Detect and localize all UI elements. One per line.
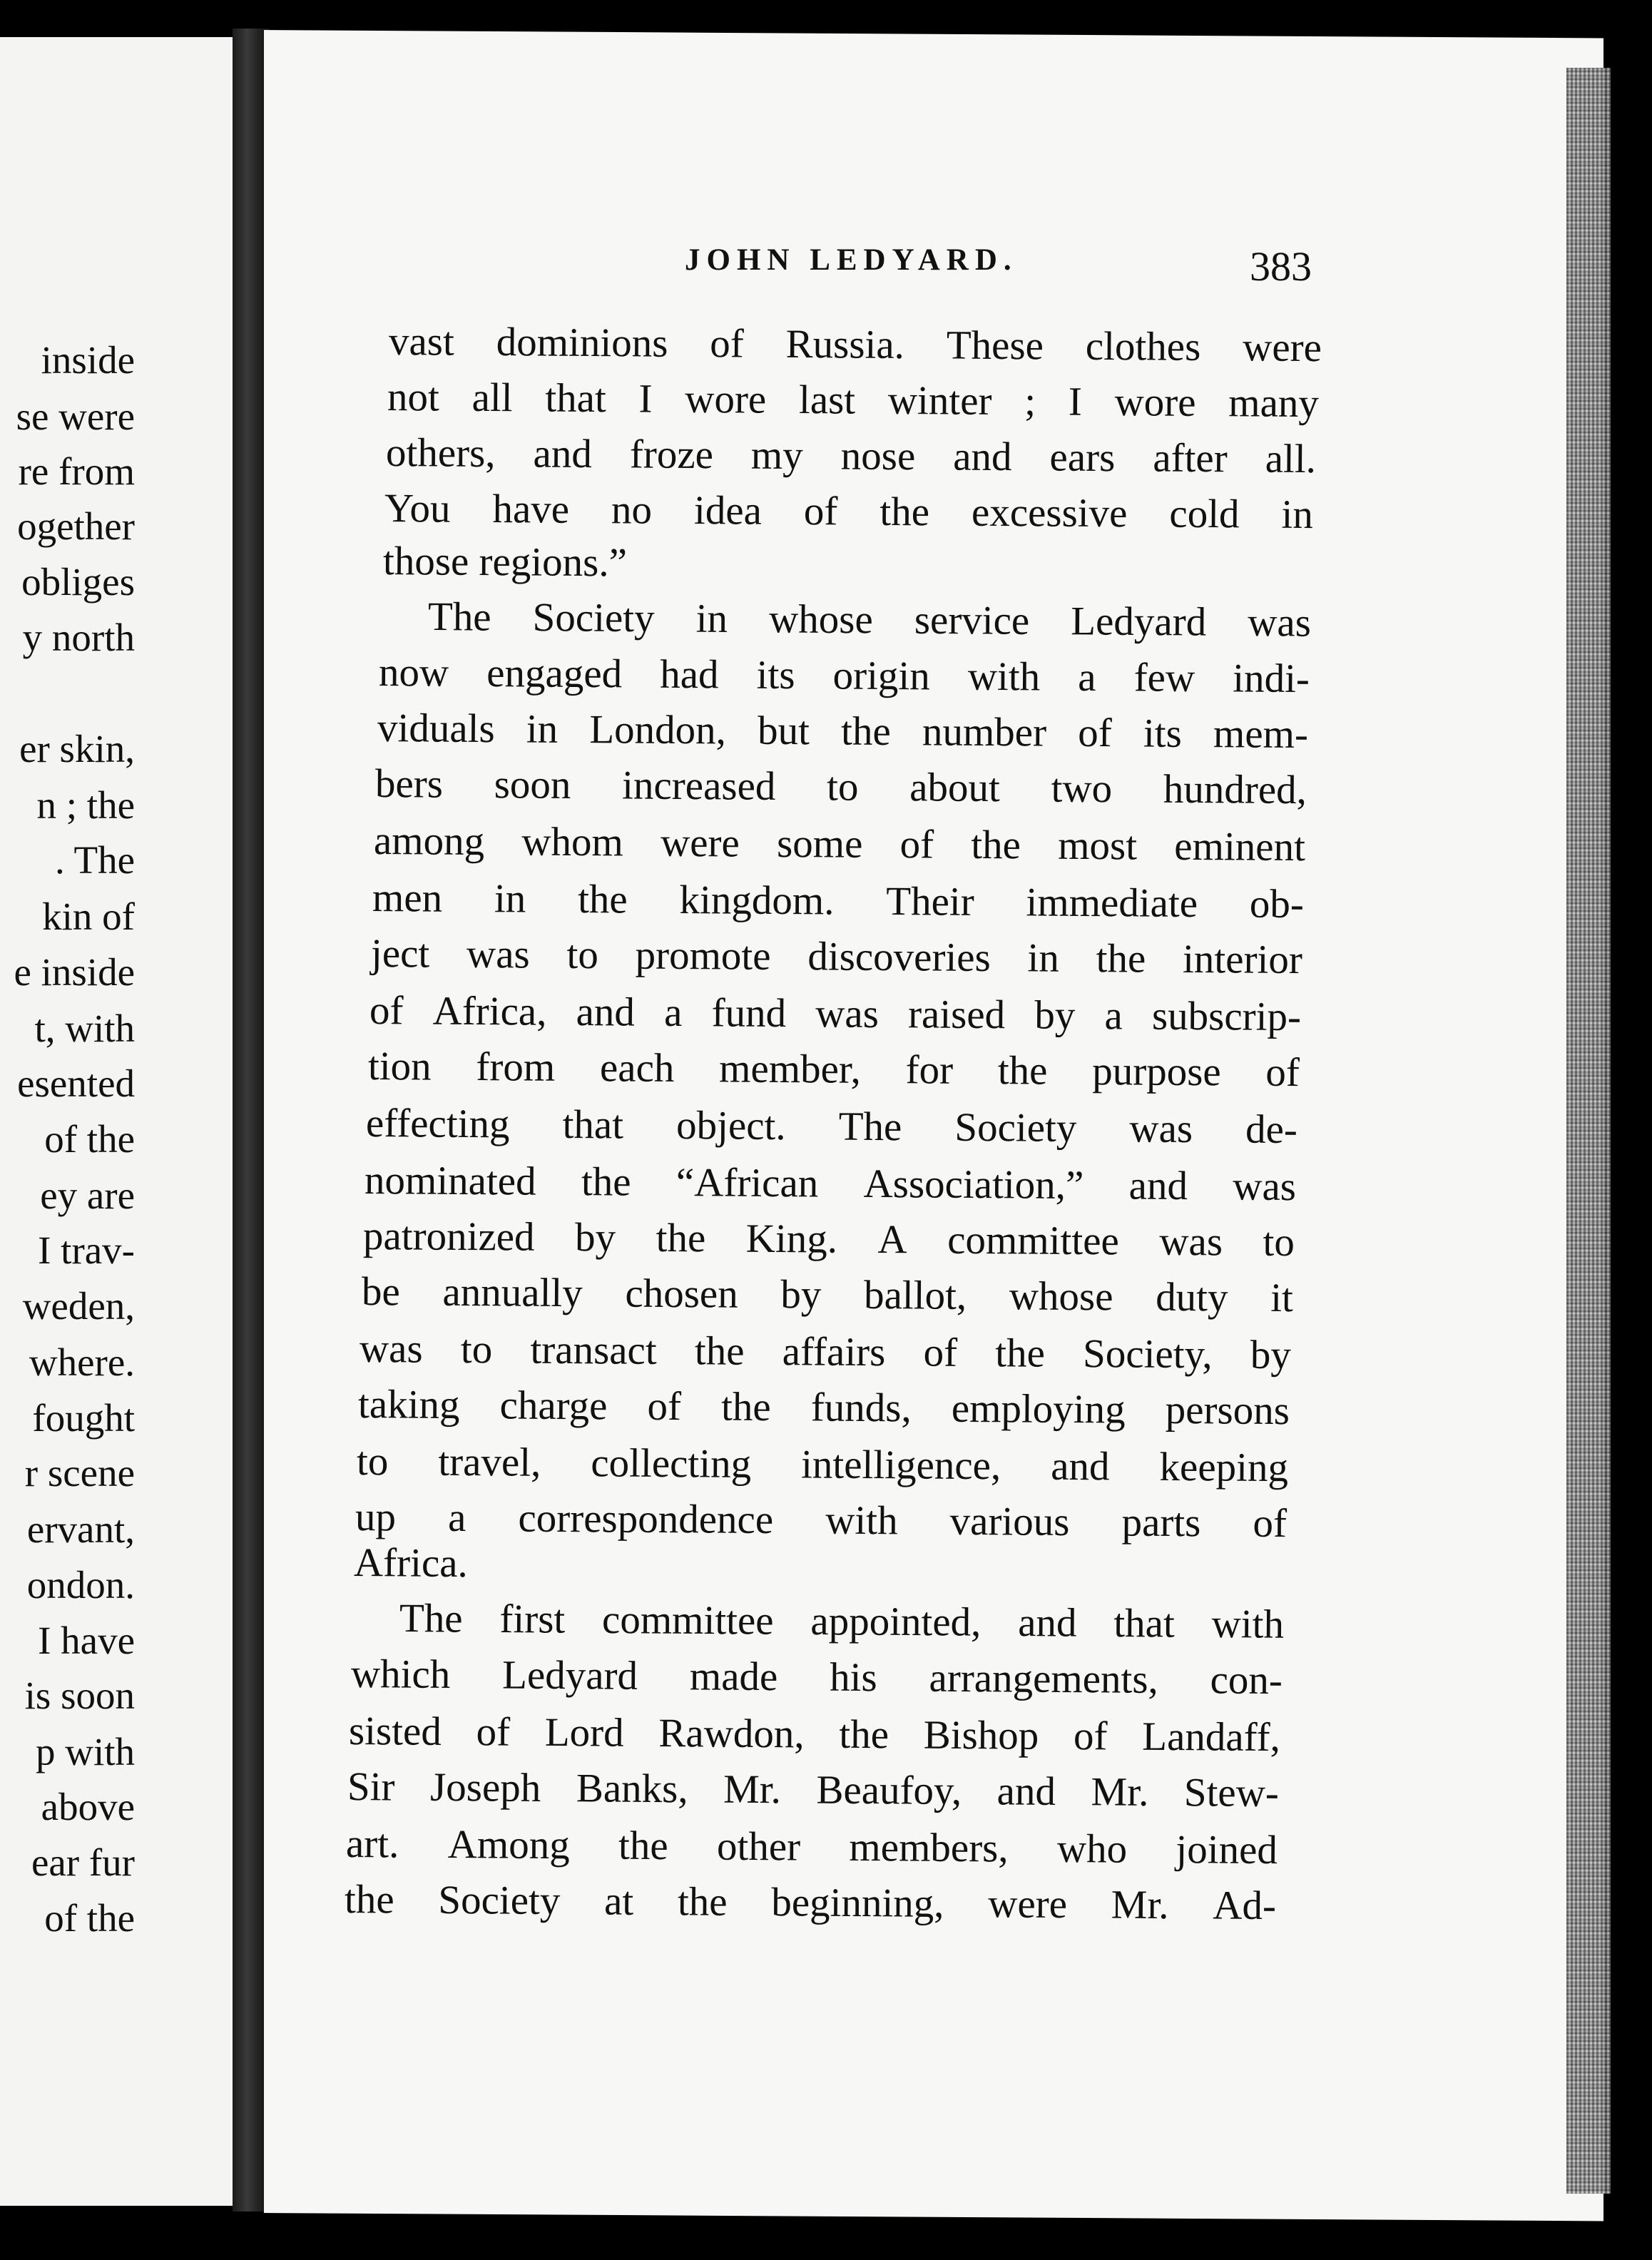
text-line: not all that I wore last winter ; I wore many — [387, 375, 1320, 427]
text-line: up a correspondence with various parts of — [355, 1495, 1288, 1547]
running-head: JOHN LEDYARD. — [685, 243, 1018, 277]
page-edge — [1566, 68, 1611, 2194]
left-fragment: esented — [17, 1062, 135, 1105]
left-fragment: p with — [35, 1730, 135, 1773]
left-fragment: ervant, — [26, 1507, 135, 1551]
left-fragment: ogether — [17, 504, 135, 548]
left-fragment: se were — [16, 395, 135, 438]
left-fragment: ondon. — [26, 1563, 135, 1607]
text-line: sisted of Lord Rawdon, the Bishop of Landaff, — [348, 1709, 1281, 1761]
left-page — [0, 37, 233, 2206]
left-fragment: of the — [44, 1117, 135, 1161]
text-line: others, and froze my nose and ears after all. — [385, 430, 1317, 482]
text-line: which Ledyard made his arrangements, con- — [350, 1651, 1283, 1704]
left-fragment: fought — [32, 1396, 135, 1440]
left-fragment: r scene — [24, 1451, 135, 1495]
left-fragment: is soon — [24, 1674, 135, 1717]
left-fragment: n ; the — [36, 783, 135, 827]
left-fragment: er skin, — [19, 727, 135, 770]
text-line: men in the kingdom. Their immediate ob- — [372, 875, 1305, 927]
left-fragment: re from — [18, 449, 135, 493]
page-number: 383 — [1250, 243, 1312, 290]
text-line: be annually chosen by ballot, whose duty it — [361, 1269, 1294, 1321]
text-line: The first committee appointed, and that with — [399, 1596, 1285, 1647]
text-line: Sir Joseph Banks, Mr. Beaufoy, and Mr. Stew- — [347, 1764, 1280, 1816]
text-line: now engaged had its origin with a few indi- — [378, 650, 1310, 702]
text-line: viduals in London, but the number of its mem- — [377, 706, 1309, 758]
text-line: was to transact the affairs of the Society, by — [359, 1326, 1292, 1378]
left-fragment: weden, — [22, 1284, 135, 1328]
text-line: the Society at the beginning, were Mr. Ad- — [344, 1877, 1277, 1929]
left-fragment: I trav- — [38, 1228, 135, 1272]
left-fragment: ear fur — [31, 1841, 135, 1884]
text-line: effecting that object. The Society was de- — [365, 1101, 1298, 1153]
text-line: patronized by the King. A committee was to — [362, 1213, 1295, 1266]
left-fragment: I have — [38, 1619, 135, 1662]
text-line: You have no idea of the excessive cold in — [384, 486, 1314, 538]
left-fragment: y north — [22, 616, 135, 659]
left-fragment: ey are — [40, 1174, 135, 1217]
text-line: taking charge of the funds, employing persons — [357, 1382, 1290, 1434]
left-fragment: of the — [44, 1896, 135, 1940]
text-line: vast dominions of Russia. These clothes were — [388, 319, 1322, 371]
text-line: Africa. — [353, 1540, 469, 1587]
text-line: nominated the “African Association,” and was — [364, 1158, 1297, 1210]
text-line: bers soon increased to about two hundred, — [374, 761, 1307, 813]
text-line: to travel, collecting intelligence, and keeping — [356, 1439, 1289, 1491]
left-fragment: above — [41, 1785, 135, 1828]
left-fragment: where. — [29, 1340, 135, 1384]
left-fragment: e inside — [14, 950, 135, 994]
text-line: of Africa, and a fund was raised by a subscrip- — [369, 988, 1302, 1040]
left-fragment: inside — [41, 338, 135, 382]
left-fragment: t, with — [34, 1007, 135, 1050]
left-fragment: . The — [54, 838, 135, 882]
text-line: The Society in whose service Ledyard was — [427, 594, 1312, 646]
text-line: ject was to promote discoveries in the interior — [370, 931, 1303, 983]
text-line: those regions.” — [382, 539, 628, 586]
left-fragment: obliges — [21, 560, 135, 604]
text-line: tion from each member, for the purpose of — [367, 1044, 1300, 1096]
text-line: among whom were some of the most eminent — [373, 818, 1306, 870]
left-fragment: kin of — [42, 895, 135, 938]
text-line: art. Among the other members, who joined — [345, 1821, 1278, 1873]
